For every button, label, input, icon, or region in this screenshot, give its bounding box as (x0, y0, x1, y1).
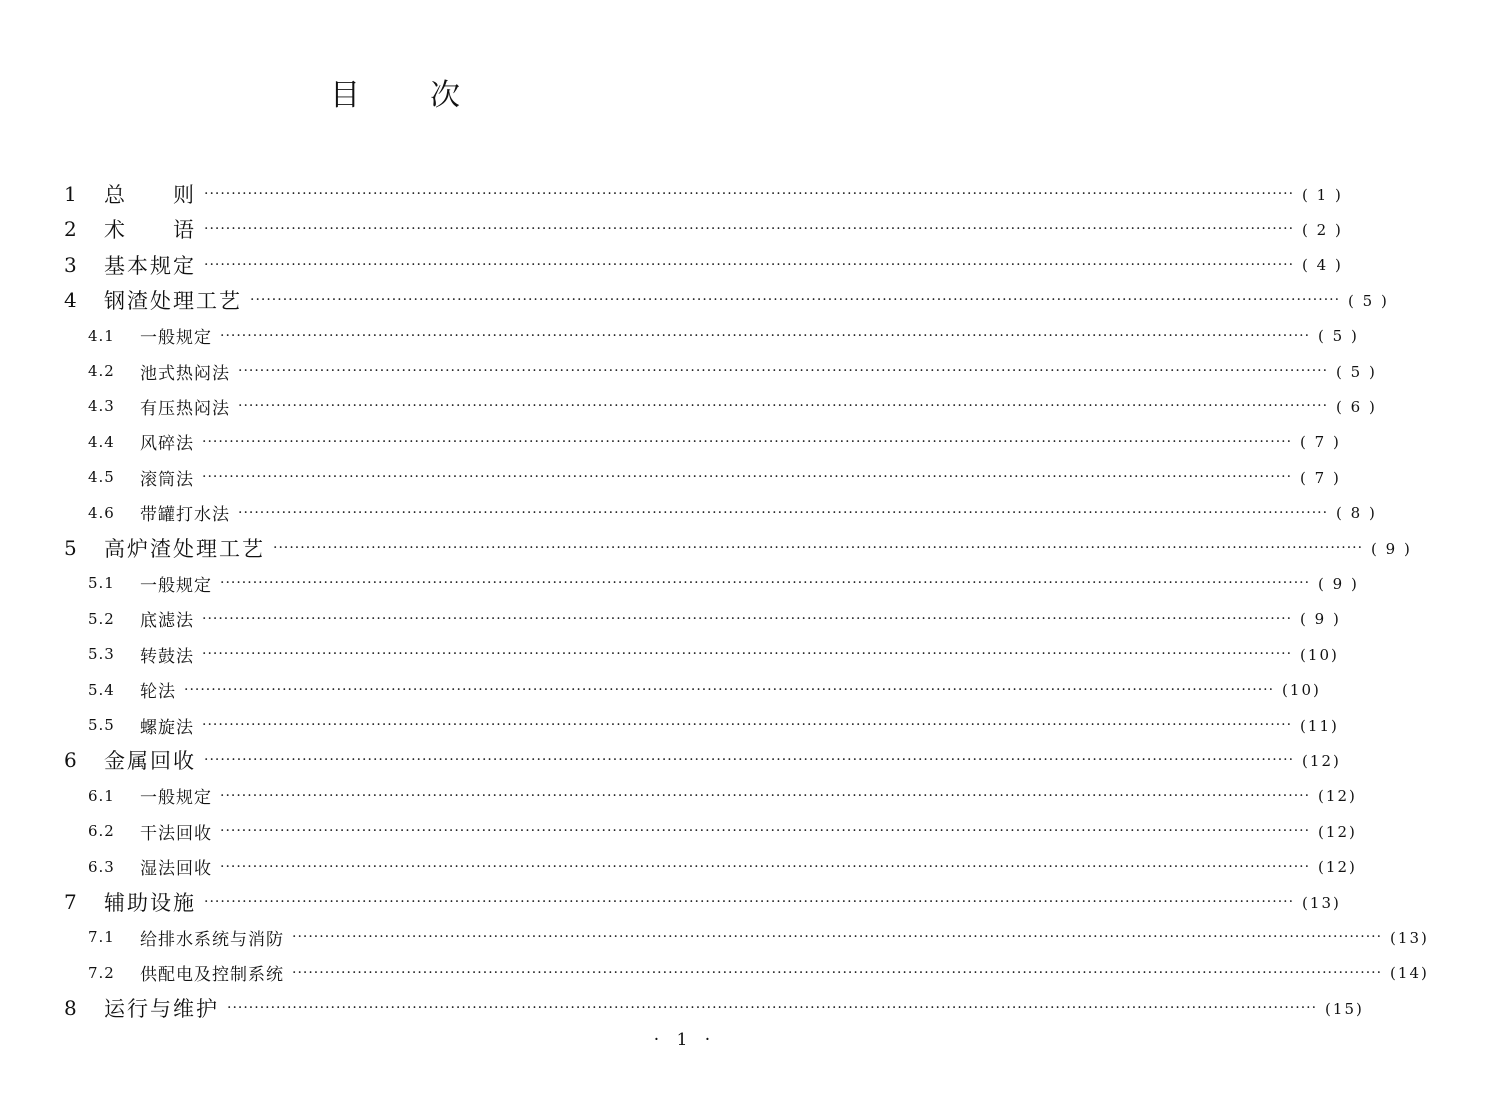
toc-entry-label: 一般规定 (140, 788, 212, 809)
toc-entry-number: 3 (64, 252, 77, 277)
toc-entry-page: (12) (1318, 822, 1357, 841)
toc-entry-label: 滚筒法 (140, 469, 194, 490)
toc-entry-label: 总 则 (104, 183, 196, 207)
toc-leader-dots: ········································································································································································································ (238, 504, 1329, 521)
toc-entry-label: 螺旋法 (140, 717, 194, 738)
toc-entry-page: ( 8 ) (1336, 504, 1377, 523)
toc-entry-label: 钢渣处理工艺 (104, 289, 242, 314)
toc-entry-number: 5.3 (88, 645, 115, 664)
toc-leader-dots: ········································································································································································································ (238, 398, 1329, 415)
toc-entry-number: 8 (64, 996, 77, 1021)
page-title (0, 70, 790, 114)
toc-entry[interactable] (0, 176, 1343, 212)
toc-entry-label: 基本规定 (104, 253, 196, 278)
toc-entry[interactable] (0, 672, 1321, 708)
toc-leader-dots: ········································································································································································································ (220, 787, 1311, 804)
toc-entry-number: 4.4 (88, 432, 115, 451)
page-number: · 1 · (653, 1030, 717, 1050)
toc-entry-page: ( 9 ) (1300, 610, 1341, 629)
toc-entry-page: (13) (1302, 893, 1341, 912)
toc-entry-label: 池式热闷法 (140, 363, 230, 384)
toc-entry-page: ( 4 ) (1302, 256, 1343, 275)
toc-entry-label: 转鼓法 (140, 646, 194, 667)
toc-entry-label: 供配电及控制系统 (140, 965, 284, 986)
toc-entry-page: ( 5 ) (1318, 327, 1359, 346)
toc-entry-page: ( 2 ) (1302, 220, 1343, 239)
toc-entry[interactable] (0, 813, 1357, 849)
toc-entry-number: 4.1 (88, 326, 115, 345)
toc-leader-dots: ········································································································································································································ (204, 256, 1295, 273)
toc-entry-number: 6.2 (88, 822, 115, 841)
toc-entry-page: ( 7 ) (1300, 468, 1341, 487)
toc-entry-number: 4.2 (88, 362, 115, 380)
toc-leader-dots: ········································································································································································································ (220, 858, 1311, 875)
toc-leader-dots: ········································································································································································································ (202, 646, 1293, 663)
toc-entry-label: 辅助设施 (104, 891, 196, 915)
toc-entry-label: 一般规定 (140, 575, 212, 596)
toc-entry-page: ( 6 ) (1336, 397, 1377, 416)
toc-entry[interactable] (0, 318, 1359, 354)
toc-entry-label: 底滤法 (140, 611, 194, 632)
toc-leader-dots: ········································································································································································································ (220, 823, 1311, 840)
toc-entry-number: 4 (64, 288, 77, 313)
toc-entry[interactable] (0, 955, 1429, 991)
toc-entry-label: 有压热闷法 (140, 398, 230, 419)
toc-entry-number: 6 (64, 748, 77, 773)
toc-entry[interactable] (0, 990, 1364, 1026)
toc-entry-label: 给排水系统与消防 (140, 929, 284, 950)
toc-entry[interactable] (0, 636, 1339, 672)
toc-entry-number: 7.1 (88, 928, 115, 947)
toc-entry-number: 4.6 (88, 503, 115, 522)
toc-entry-page: ( 1 ) (1302, 185, 1343, 204)
toc-entry-number: 5.1 (88, 574, 115, 593)
toc-entry-number: 7 (64, 890, 77, 914)
toc-entry-page: ( 7 ) (1300, 433, 1341, 452)
toc-entry-label: 术 语 (104, 218, 196, 243)
toc-leader-dots: ········································································································································································································ (202, 717, 1293, 733)
toc-leader-dots: ········································································································································································································ (204, 221, 1295, 238)
toc-leader-dots: ········································································································································································································ (204, 894, 1295, 910)
toc-entry-number: 7.2 (88, 963, 115, 982)
toc-entry-page: (10) (1282, 681, 1321, 700)
toc-entry-number: 6.1 (88, 786, 115, 805)
toc-entry-label: 轮法 (140, 682, 176, 703)
toc-entry[interactable] (0, 282, 1389, 318)
toc-entry-page: ( 5 ) (1348, 291, 1389, 310)
toc-entry[interactable] (0, 601, 1341, 637)
toc-entry[interactable] (0, 247, 1343, 283)
toc-entry-number: 1 (64, 182, 77, 206)
toc-entry-number: 2 (64, 217, 77, 242)
toc-entry-number: 4.3 (88, 397, 115, 416)
toc-entry[interactable] (0, 353, 1377, 389)
toc-entry-page: (15) (1325, 999, 1364, 1018)
toc-entry-number: 5.5 (88, 716, 115, 734)
toc-entry[interactable] (0, 884, 1341, 920)
toc-entry[interactable] (0, 388, 1377, 424)
toc-leader-dots: ········································································································································································································ (184, 681, 1275, 698)
toc-entry-page: (11) (1300, 716, 1339, 735)
toc-entry[interactable] (0, 530, 1412, 566)
toc-entry-label: 运行与维护 (104, 997, 219, 1022)
toc-entry-label: 干法回收 (140, 823, 212, 844)
toc-entry-number: 4.5 (88, 468, 115, 487)
toc-leader-dots: ········································································································································································································ (238, 363, 1329, 379)
toc-entry-label: 湿法回收 (140, 859, 212, 880)
toc-entry-page: (12) (1302, 751, 1341, 770)
toc-leader-dots: ········································································································································································································ (273, 540, 1364, 556)
toc-entry[interactable] (0, 565, 1359, 601)
toc-entry-label: 一般规定 (140, 328, 212, 349)
toc-entry-number: 5 (64, 536, 77, 560)
toc-leader-dots: ········································································································································································································ (292, 964, 1383, 981)
toc-entry-page: (10) (1300, 645, 1339, 664)
toc-entry[interactable] (0, 849, 1357, 885)
toc-entry-label: 风碎法 (140, 434, 194, 455)
toc-entry[interactable] (0, 424, 1341, 460)
title-char-1: 目 (330, 78, 360, 113)
toc-entry-page: (14) (1390, 964, 1429, 983)
toc-leader-dots: ········································································································································································································ (227, 1000, 1318, 1017)
toc-entry-page: (12) (1318, 787, 1357, 806)
toc-leader-dots: ········································································································································································································ (250, 292, 1341, 309)
title-char-2: 次 (430, 78, 460, 113)
toc-entry[interactable] (0, 495, 1377, 531)
toc-entry-page: (12) (1318, 858, 1357, 877)
toc-leader-dots: ········································································································································································································ (202, 610, 1293, 627)
toc-entry[interactable] (0, 707, 1339, 743)
toc-entry-number: 6.3 (88, 857, 115, 876)
toc-leader-dots: ········································································································································································································ (202, 433, 1293, 450)
toc-entry[interactable] (0, 778, 1357, 814)
toc-entry-label: 带罐打水法 (140, 505, 230, 526)
toc-entry[interactable] (0, 211, 1343, 247)
toc-entry[interactable] (0, 459, 1341, 495)
toc-entry-page: ( 9 ) (1371, 539, 1412, 558)
toc-entry-number: 5.4 (88, 680, 115, 699)
toc-leader-dots: ········································································································································································································ (292, 929, 1383, 946)
toc-leader-dots: ········································································································································································································ (204, 186, 1295, 202)
toc-entry-page: ( 5 ) (1336, 362, 1377, 381)
toc-leader-dots: ········································································································································································································ (220, 327, 1311, 344)
toc-entry-label: 金属回收 (104, 749, 196, 774)
toc-leader-dots: ········································································································································································································ (220, 575, 1311, 592)
toc-entry-page: ( 9 ) (1318, 574, 1359, 593)
toc-entry[interactable] (0, 742, 1341, 778)
toc-entry-number: 5.2 (88, 609, 115, 628)
toc-leader-dots: ········································································································································································································ (202, 469, 1293, 486)
toc-entry-page: (13) (1390, 928, 1429, 947)
toc-entry[interactable] (0, 919, 1429, 955)
toc-entry-label: 高炉渣处理工艺 (104, 537, 265, 561)
toc-leader-dots: ········································································································································································································ (204, 752, 1295, 769)
